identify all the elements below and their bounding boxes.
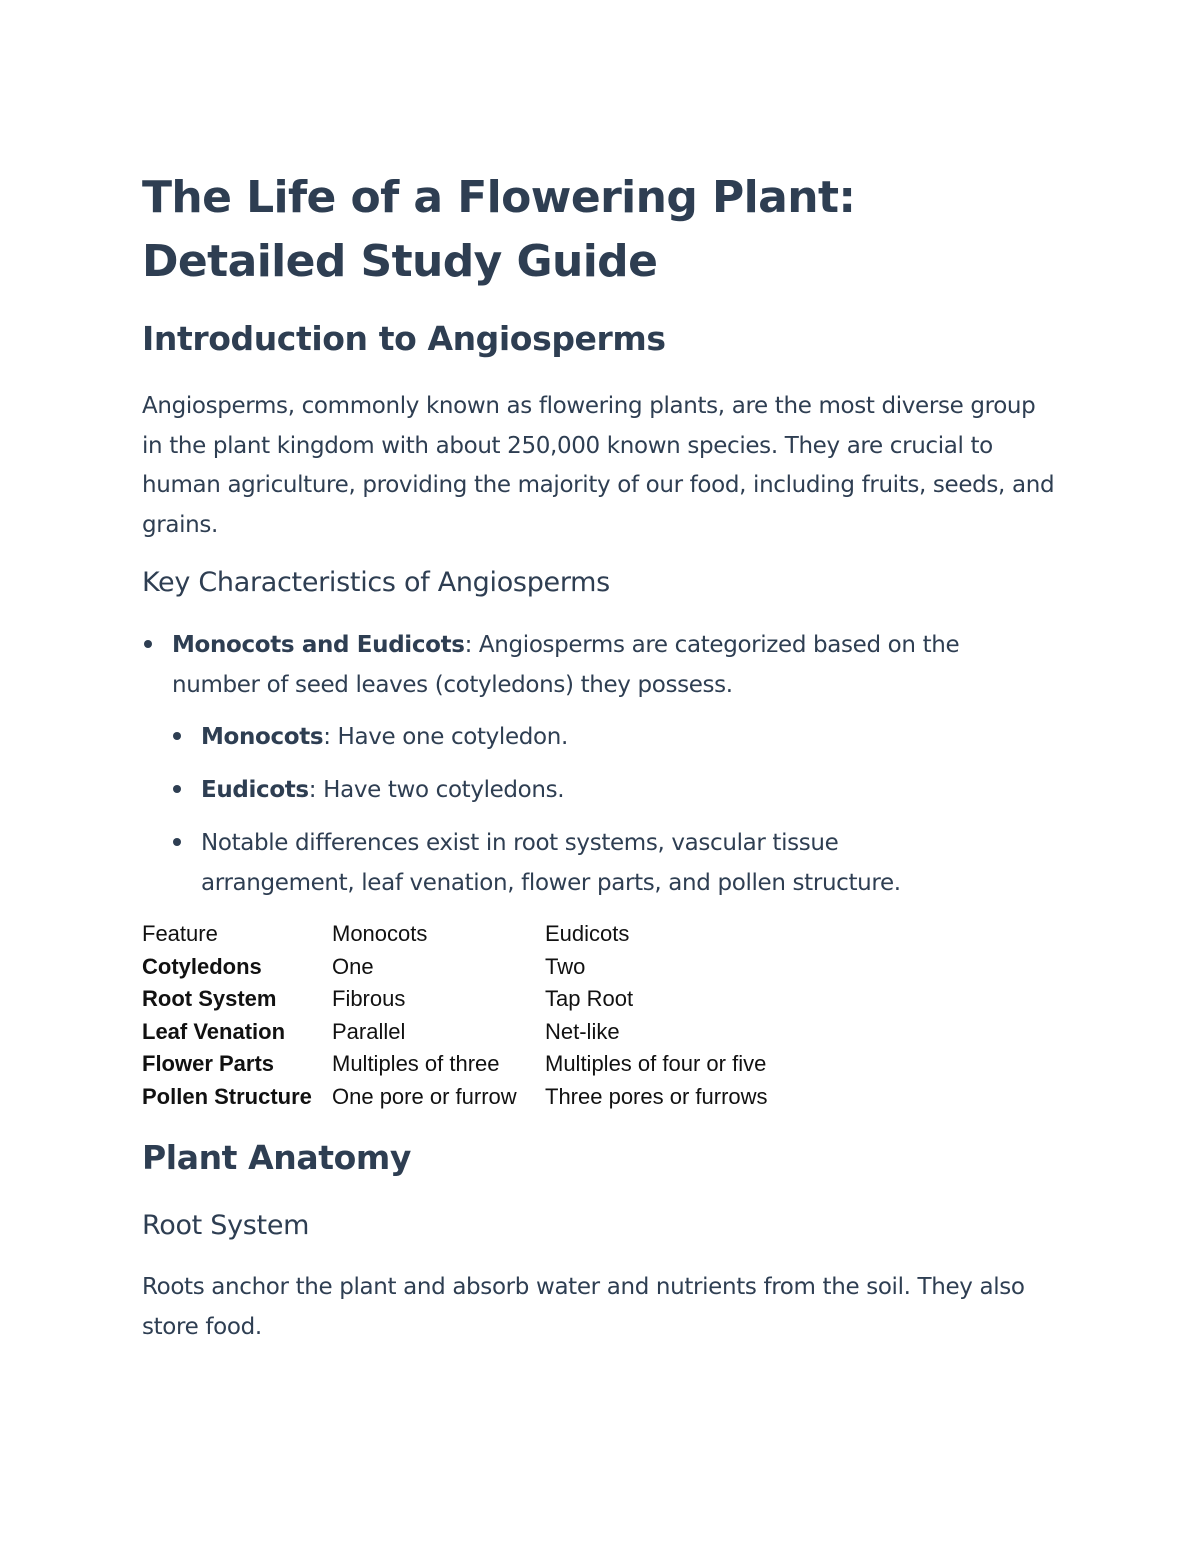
table-cell: Multiples of four or five (545, 1051, 767, 1077)
bullet-dot-icon (144, 640, 152, 648)
table-row-label: Cotyledons (142, 953, 262, 979)
list-item-text: Notable differences exist in root systems, vascular tissue arrangement, leaf venation, flower parts, and pollen structure. (201, 830, 901, 896)
table-header-cell: Feature (142, 921, 218, 946)
list-item-term: Eudicots (201, 777, 309, 803)
table-row-label: Root System (142, 986, 277, 1012)
list-item-text: : Angiosperms are categorized based on the number of seed leaves (cotyledons) they possess. (172, 632, 960, 698)
sub-list-item-eudicots (201, 770, 1041, 810)
sub-list-item-differences (201, 823, 991, 903)
table-header-cell: Monocots (332, 921, 428, 946)
table-cell: Net-like (545, 1018, 620, 1044)
bullet-dot-icon (173, 838, 181, 846)
section-heading-introduction: Introduction to Angiosperms (142, 319, 666, 358)
subsection-heading-key-characteristics: Key Characteristics of Angiosperms (142, 567, 610, 598)
subsection-heading-root-system: Root System (142, 1210, 310, 1241)
sub-list-item-monocots (201, 717, 1041, 757)
table-cell: One (332, 953, 374, 979)
bullet-dot-icon (173, 732, 181, 740)
table-cell: Multiples of three (332, 1051, 500, 1077)
list-item-term: Monocots (201, 724, 324, 750)
table-cell: Fibrous (332, 986, 406, 1012)
page-title: The Life of a Flowering Plant: Detailed Study Guide (142, 172, 856, 287)
table-row-label: Pollen Structure (142, 1083, 312, 1109)
table-cell: Three pores or furrows (545, 1083, 768, 1109)
table-row-label: Leaf Venation (142, 1018, 286, 1044)
list-item-text: : Have one cotyledon. (323, 724, 568, 750)
root-system-paragraph: Roots anchor the plant and absorb water and nutrients from the soil. They also store food. (142, 1274, 1025, 1340)
table-cell: One pore or furrow (332, 1083, 517, 1109)
list-item-monocots-eudicots (172, 625, 1052, 705)
list-item-text: : Have two cotyledons. (308, 777, 565, 803)
table-cell: Parallel (332, 1018, 406, 1044)
intro-paragraph: Angiosperms, commonly known as flowering plants, are the most diverse group in the plant kingdom with about 250,000 known species. They are crucial to human agriculture, providing the majority of our food, including fruits, seeds, and grains. (142, 393, 1055, 538)
section-heading-plant-anatomy: Plant Anatomy (142, 1138, 411, 1177)
bullet-dot-icon (173, 785, 181, 793)
table-header-cell: Eudicots (545, 921, 630, 946)
list-item-term: Monocots and Eudicots (172, 632, 465, 658)
table-cell: Tap Root (545, 986, 634, 1012)
table-cell: Two (545, 953, 586, 979)
table-row-label: Flower Parts (142, 1051, 275, 1077)
